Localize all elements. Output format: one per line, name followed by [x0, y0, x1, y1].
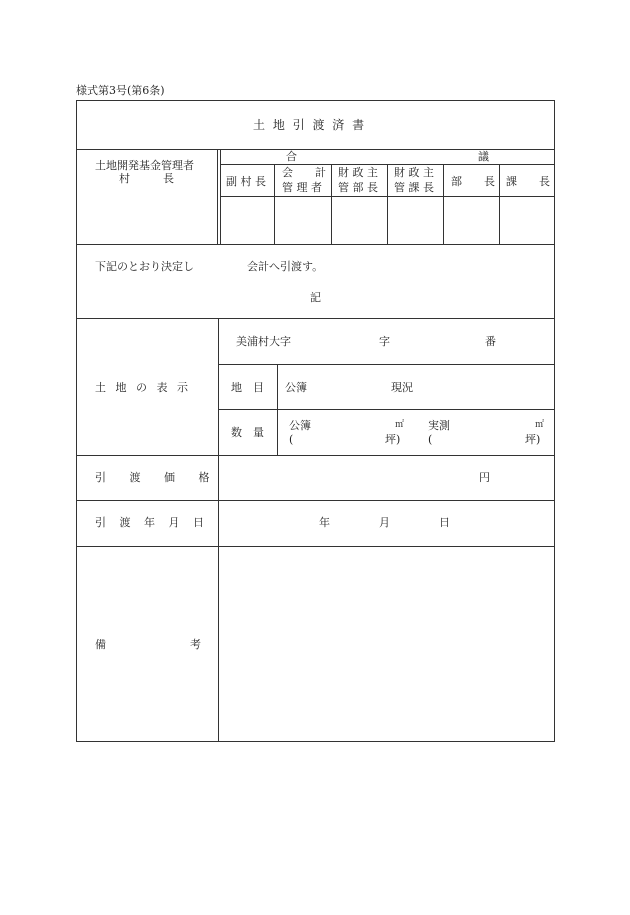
- divider: [218, 318, 219, 742]
- land-section-label: 土 地 の 表 示: [95, 381, 191, 394]
- chimoku-genkyo-label: 現況: [391, 381, 413, 394]
- finance-section-label-2: 管 課 長: [394, 181, 434, 194]
- aza-label: 字: [379, 335, 390, 348]
- suryo-kobo-label: 公簿: [289, 419, 311, 432]
- decision-text-left: 下記のとおり決定し: [95, 260, 194, 273]
- divider: [76, 318, 555, 319]
- gougi-left-label: 合: [286, 150, 297, 163]
- decision-text-right: 会計へ引渡す。: [247, 260, 324, 273]
- divider: [76, 455, 555, 456]
- form-title: 土 地 引 渡 済 書: [253, 118, 367, 132]
- chimoku-kobo-label: 公簿: [285, 381, 307, 394]
- date-label: 引 渡 年 月 日: [95, 516, 209, 529]
- jissoku-tsubo-close: 坪): [525, 433, 541, 446]
- chimoku-label: 地 目: [231, 381, 264, 394]
- divider: [76, 244, 555, 245]
- divider: [76, 546, 555, 547]
- month-label: 月: [379, 516, 390, 529]
- accounting-manager-label-1: 会 計: [282, 166, 326, 179]
- fund-manager-label: 土地開発基金管理者: [95, 159, 194, 172]
- finance-dept-label-2: 管 部 長: [338, 181, 378, 194]
- kobo-paren-open: (: [289, 433, 294, 446]
- year-label: 年: [319, 516, 330, 529]
- divider: [218, 364, 555, 365]
- remarks-label-right: 考: [190, 638, 201, 651]
- divider: [218, 409, 555, 410]
- divider: [274, 164, 275, 244]
- jissoku-paren-open: (: [428, 433, 433, 446]
- suryo-jissoku-label: 実測: [428, 419, 450, 432]
- divider: [331, 164, 332, 244]
- gougi-right-label: 議: [478, 150, 489, 163]
- divider: [499, 164, 500, 244]
- kobo-tsubo-close: 坪): [385, 433, 401, 446]
- divider: [217, 149, 218, 244]
- divider: [277, 364, 278, 455]
- section-head-label: 課 長: [506, 175, 550, 188]
- finance-dept-label-1: 財 政 主: [338, 166, 378, 179]
- suryo-label: 数 量: [231, 426, 264, 439]
- divider: [443, 164, 444, 244]
- ban-label: 番: [485, 335, 496, 348]
- price-unit: 円: [479, 471, 490, 484]
- day-label: 日: [439, 516, 450, 529]
- remarks-label-left: 備: [95, 638, 106, 651]
- price-label: 引 渡 価 格: [95, 471, 220, 484]
- suryo-kobo-unit: ㎡: [395, 420, 405, 430]
- ki-label: 記: [310, 291, 321, 304]
- address-prefix: 美浦村大字: [236, 335, 291, 348]
- finance-section-label-1: 財 政 主: [394, 166, 434, 179]
- accounting-manager-label-2: 管 理 者: [282, 181, 322, 194]
- mayor-label: 村 長: [119, 172, 174, 185]
- deputy-mayor-label: 副 村 長: [226, 175, 266, 188]
- divider: [76, 500, 555, 501]
- suryo-jissoku-unit: ㎡: [535, 420, 545, 430]
- dept-head-label: 部 長: [451, 175, 495, 188]
- form-number-label: 様式第3号(第6条): [76, 84, 165, 97]
- divider: [387, 164, 388, 244]
